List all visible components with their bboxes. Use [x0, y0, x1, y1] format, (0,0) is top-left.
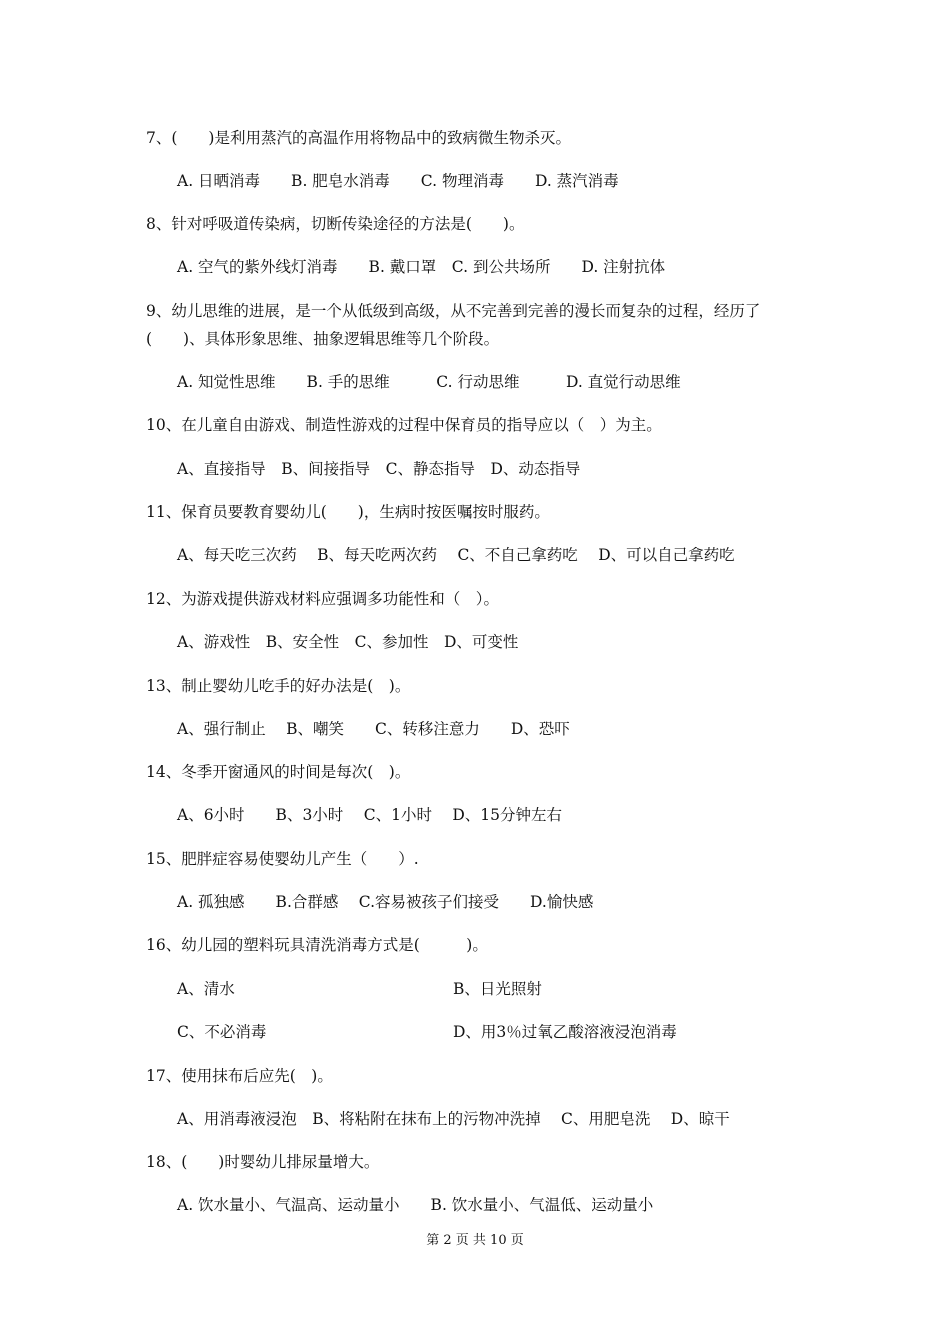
question-18: 18、( )时婴幼儿排尿量增大。: [146, 1153, 380, 1171]
options-15: A. 孤独感 B.合群感 C.容易被孩子们接受 D.愉快感: [177, 893, 594, 911]
option-16-d: D、用3％过氧乙酸溶液浸泡消毒: [453, 1023, 677, 1041]
option-16-b: B、日光照射: [453, 980, 542, 998]
question-9: 9、幼儿思维的进展，是一个从低级到高级，从不完善到完善的漫长而复杂的过程，经历了: [146, 302, 761, 320]
question-9-continued: ( )、具体形象思维、抽象逻辑思维等几个阶段。: [146, 330, 500, 348]
options-8: A. 空气的紫外线灯消毒 B. 戴口罩 C. 到公共场所 D. 注射抗体: [177, 258, 666, 276]
question-11: 11、保育员要教育婴幼儿( )，生病时按医嘱按时服药。: [146, 503, 550, 521]
options-18: A. 饮水量小、气温高、运动量小 B. 饮水量小、气温低、运动量小: [177, 1196, 654, 1214]
option-16-c: C、不必消毒: [177, 1023, 267, 1041]
options-10: A、直接指导 B、间接指导 C、静态指导 D、动态指导: [177, 460, 581, 478]
options-12: A、游戏性 B、安全性 C、参加性 D、可变性: [177, 633, 519, 651]
question-16: 16、幼儿园的塑料玩具清洗消毒方式是( )。: [146, 936, 488, 954]
question-17: 17、使用抹布后应先( )。: [146, 1067, 333, 1085]
question-14: 14、冬季开窗通风的时间是每次( )。: [146, 763, 411, 781]
options-14: A、6小时 B、3小时 C、1小时 D、15分钟左右: [177, 806, 563, 824]
options-13: A、强行制止 B、嘲笑 C、转移注意力 D、恐吓: [177, 720, 570, 738]
options-17: A、用消毒液浸泡 B、将粘附在抹布上的污物冲洗掉 C、用肥皂洗 D、晾干: [177, 1110, 730, 1128]
question-13: 13、制止婴幼儿吃手的好办法是( )。: [146, 677, 411, 695]
question-7: 7、( )是利用蒸汽的高温作用将物品中的致病微生物杀灭。: [146, 129, 571, 147]
question-8: 8、针对呼吸道传染病，切断传染途径的方法是( )。: [146, 215, 525, 233]
option-16-a: A、清水: [177, 980, 235, 998]
question-15: 15、肥胖症容易使婴幼儿产生（ ）.: [146, 850, 419, 868]
options-9: A. 知觉性思维 B. 手的思维 C. 行动思维 D. 直觉行动思维: [177, 373, 681, 391]
options-7: A. 日晒消毒 B. 肥皂水消毒 C. 物理消毒 D. 蒸汽消毒: [177, 172, 619, 190]
options-11: A、每天吃三次药 B、每天吃两次药 C、不自己拿药吃 D、可以自己拿药吃: [177, 546, 735, 564]
page-footer: 第 2 页 共 10 页: [426, 1233, 524, 1248]
question-12: 12、为游戏提供游戏材料应强调多功能性和（ ）。: [146, 590, 499, 608]
question-10: 10、在儿童自由游戏、制造性游戏的过程中保育员的指导应以（ ）为主。: [146, 416, 662, 434]
